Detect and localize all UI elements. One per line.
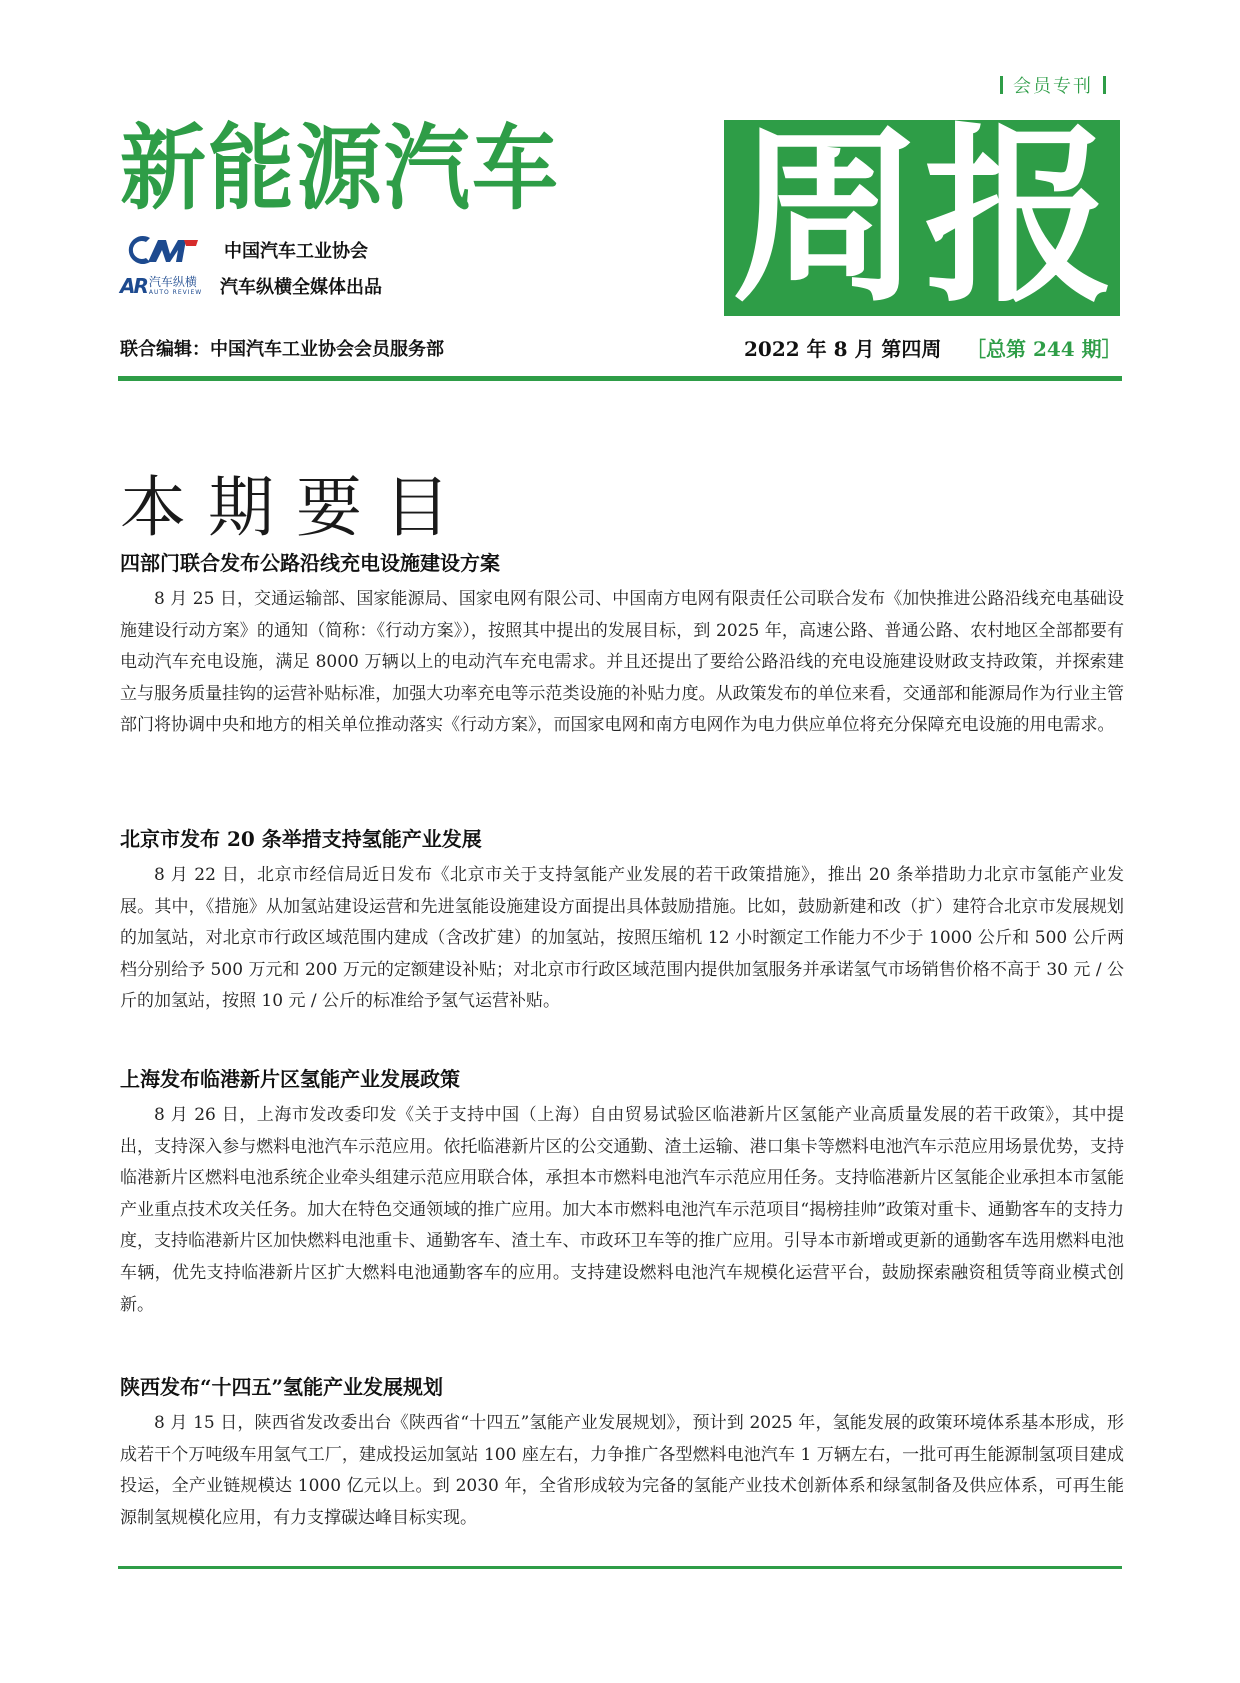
issue-date: 2022 年 8 月 第四周 bbox=[744, 337, 942, 361]
article-body: 8 月 22 日，北京市经信局近日发布《北京市关于支持氢能产业发展的若干政策措施》，推出 20 条举措助力北京市氢能产业发展。其中，《措施》从加氢站建设运营和先进氢能设施建设方面提出具体鼓励措施。比如，鼓励新建和改（扩）建符合北京市发展规划的加氢站，对北京市行政区域范围内建成（含改扩建）的加氢站，按照压缩机 12 小时额定工作能力不少于 1000 公斤和 500 公斤两档分别给予 500 万元和 200 万元的定额建设补贴；对北京市行政区域范围内提供加氢服务并承诺氢气市场销售价格不高于 30 元 / 公斤的加氢站，按照 10 元 / 公斤的标准给予氢气运营补贴。 bbox=[120, 865, 1124, 1012]
article-title: 四部门联合发布公路沿线充电设施建设方案 bbox=[120, 551, 500, 575]
org-auto-review-name: 汽车纵横全媒体出品 bbox=[220, 277, 382, 298]
article-2 bbox=[120, 824, 1124, 1018]
member-tag-label: 会员专刊 bbox=[1013, 76, 1093, 97]
article-body: 8 月 15 日，陕西省发改委出台《陕西省“十四五”氢能产业发展规划》，预计到 2025 年，氢能发展的政策环境体系基本形成，形成若干个万吨级车用氢气工厂，建成投运加氢站 100 座左右，力争推广各型燃料电池汽车 1 万辆左右，一批可再生能源制氢项目建成投运，全产业链规模达 1000 亿元以上。到 2030 年，全省形成较为完备的氢能产业技术创新体系和绿氢制备及供应体系，可再生能源制氢规模化应用，有力支撑碳达峰目标实现。 bbox=[120, 1413, 1124, 1528]
section-heading: 本期要目 bbox=[120, 469, 472, 547]
tag-bar-left bbox=[1000, 76, 1003, 94]
auto-review-cn: 汽车纵横 bbox=[148, 275, 197, 289]
auto-review-row bbox=[120, 268, 382, 304]
weekly-char-1: 周 bbox=[732, 120, 923, 316]
article-title: 北京市发布 20 条举措支持氢能产业发展 bbox=[120, 827, 482, 851]
article-title: 上海发布临港新片区氢能产业发展政策 bbox=[120, 1067, 460, 1091]
article-4 bbox=[120, 1372, 1124, 1534]
caam-row bbox=[120, 232, 368, 268]
joint-editors: 联合编辑：中国汽车工业协会会员服务部 bbox=[120, 339, 444, 360]
article-title: 陕西发布“十四五”氢能产业发展规划 bbox=[120, 1375, 444, 1399]
weekly-char-2: 报 bbox=[924, 120, 1115, 316]
tag-bar-right bbox=[1103, 76, 1106, 94]
footer-divider bbox=[118, 1566, 1122, 1569]
article-body: 8 月 25 日，交通运输部、国家能源局、国家电网有限公司、中国南方电网有限责任公司联合发布《加快推进公路沿线充电基础设施建设行动方案》的通知（简称：《行动方案》），按照其中提出的发展目标，到 2025 年，高速公路、普通公路、农村地区全部都要有电动汽车充电设施，满足 8000 万辆以上的电动汽车充电需求。并且还提出了要给公路沿线的充电设施建设财政支持政策，并探索建立与服务质量挂钩的运营补贴标准，加强大功率充电等示范类设施的补贴力度。从政策发布的单位来看，交通部和能源局作为行业主管部门将协调中央和地方的相关单位推动落实《行动方案》，而国家电网和南方电网作为电力供应单位将充分保障充电设施的用电需求。 bbox=[120, 589, 1124, 736]
article-1 bbox=[120, 548, 1124, 742]
article-3 bbox=[120, 1064, 1124, 1321]
member-tag bbox=[990, 72, 1116, 98]
auto-review-mark-icon bbox=[120, 274, 147, 298]
auto-review-en: AUTO REVIEW bbox=[148, 289, 203, 296]
ar-mark-text: AR bbox=[120, 274, 147, 298]
auto-review-logo bbox=[120, 271, 216, 301]
org-caam-name: 中国汽车工业协会 bbox=[224, 241, 368, 262]
masthead-title: 新能源汽车 bbox=[120, 115, 560, 224]
header-divider bbox=[118, 376, 1122, 381]
article-body: 8 月 26 日，上海市发改委印发《关于支持中国（上海）自由贸易试验区临港新片区氢能产业高质量发展的若干政策》，其中提出，支持深入参与燃料电池汽车示范应用。依托临港新片区的公交通勤、渣土运输、港口集卡等燃料电池汽车示范应用场景优势，支持临港新片区燃料电池系统企业牵头组建示范应用联合体，承担本市燃料电池汽车示范应用任务。支持临港新片区氢能企业承担本市氢能产业重点技术攻关任务。加大在特色交通领域的推广应用。加大本市燃料电池汽车示范项目“揭榜挂帅”政策对重卡、通勤客车的支持力度，支持临港新片区加快燃料电池重卡、通勤客车、渣土车、市政环卫车等的推广应用。引导本市新增或更新的通勤客车选用燃料电池车辆，优先支持临港新片区扩大燃料电池通勤客车的应用。支持建设燃料电池汽车规模化运营平台，鼓励探索融资租赁等商业模式创新。 bbox=[120, 1105, 1124, 1315]
caam-logo-icon bbox=[120, 232, 200, 268]
weekly-block bbox=[724, 120, 1120, 316]
auto-review-text bbox=[149, 275, 202, 297]
issue-total: ［总第 244 期］ bbox=[966, 337, 1122, 361]
